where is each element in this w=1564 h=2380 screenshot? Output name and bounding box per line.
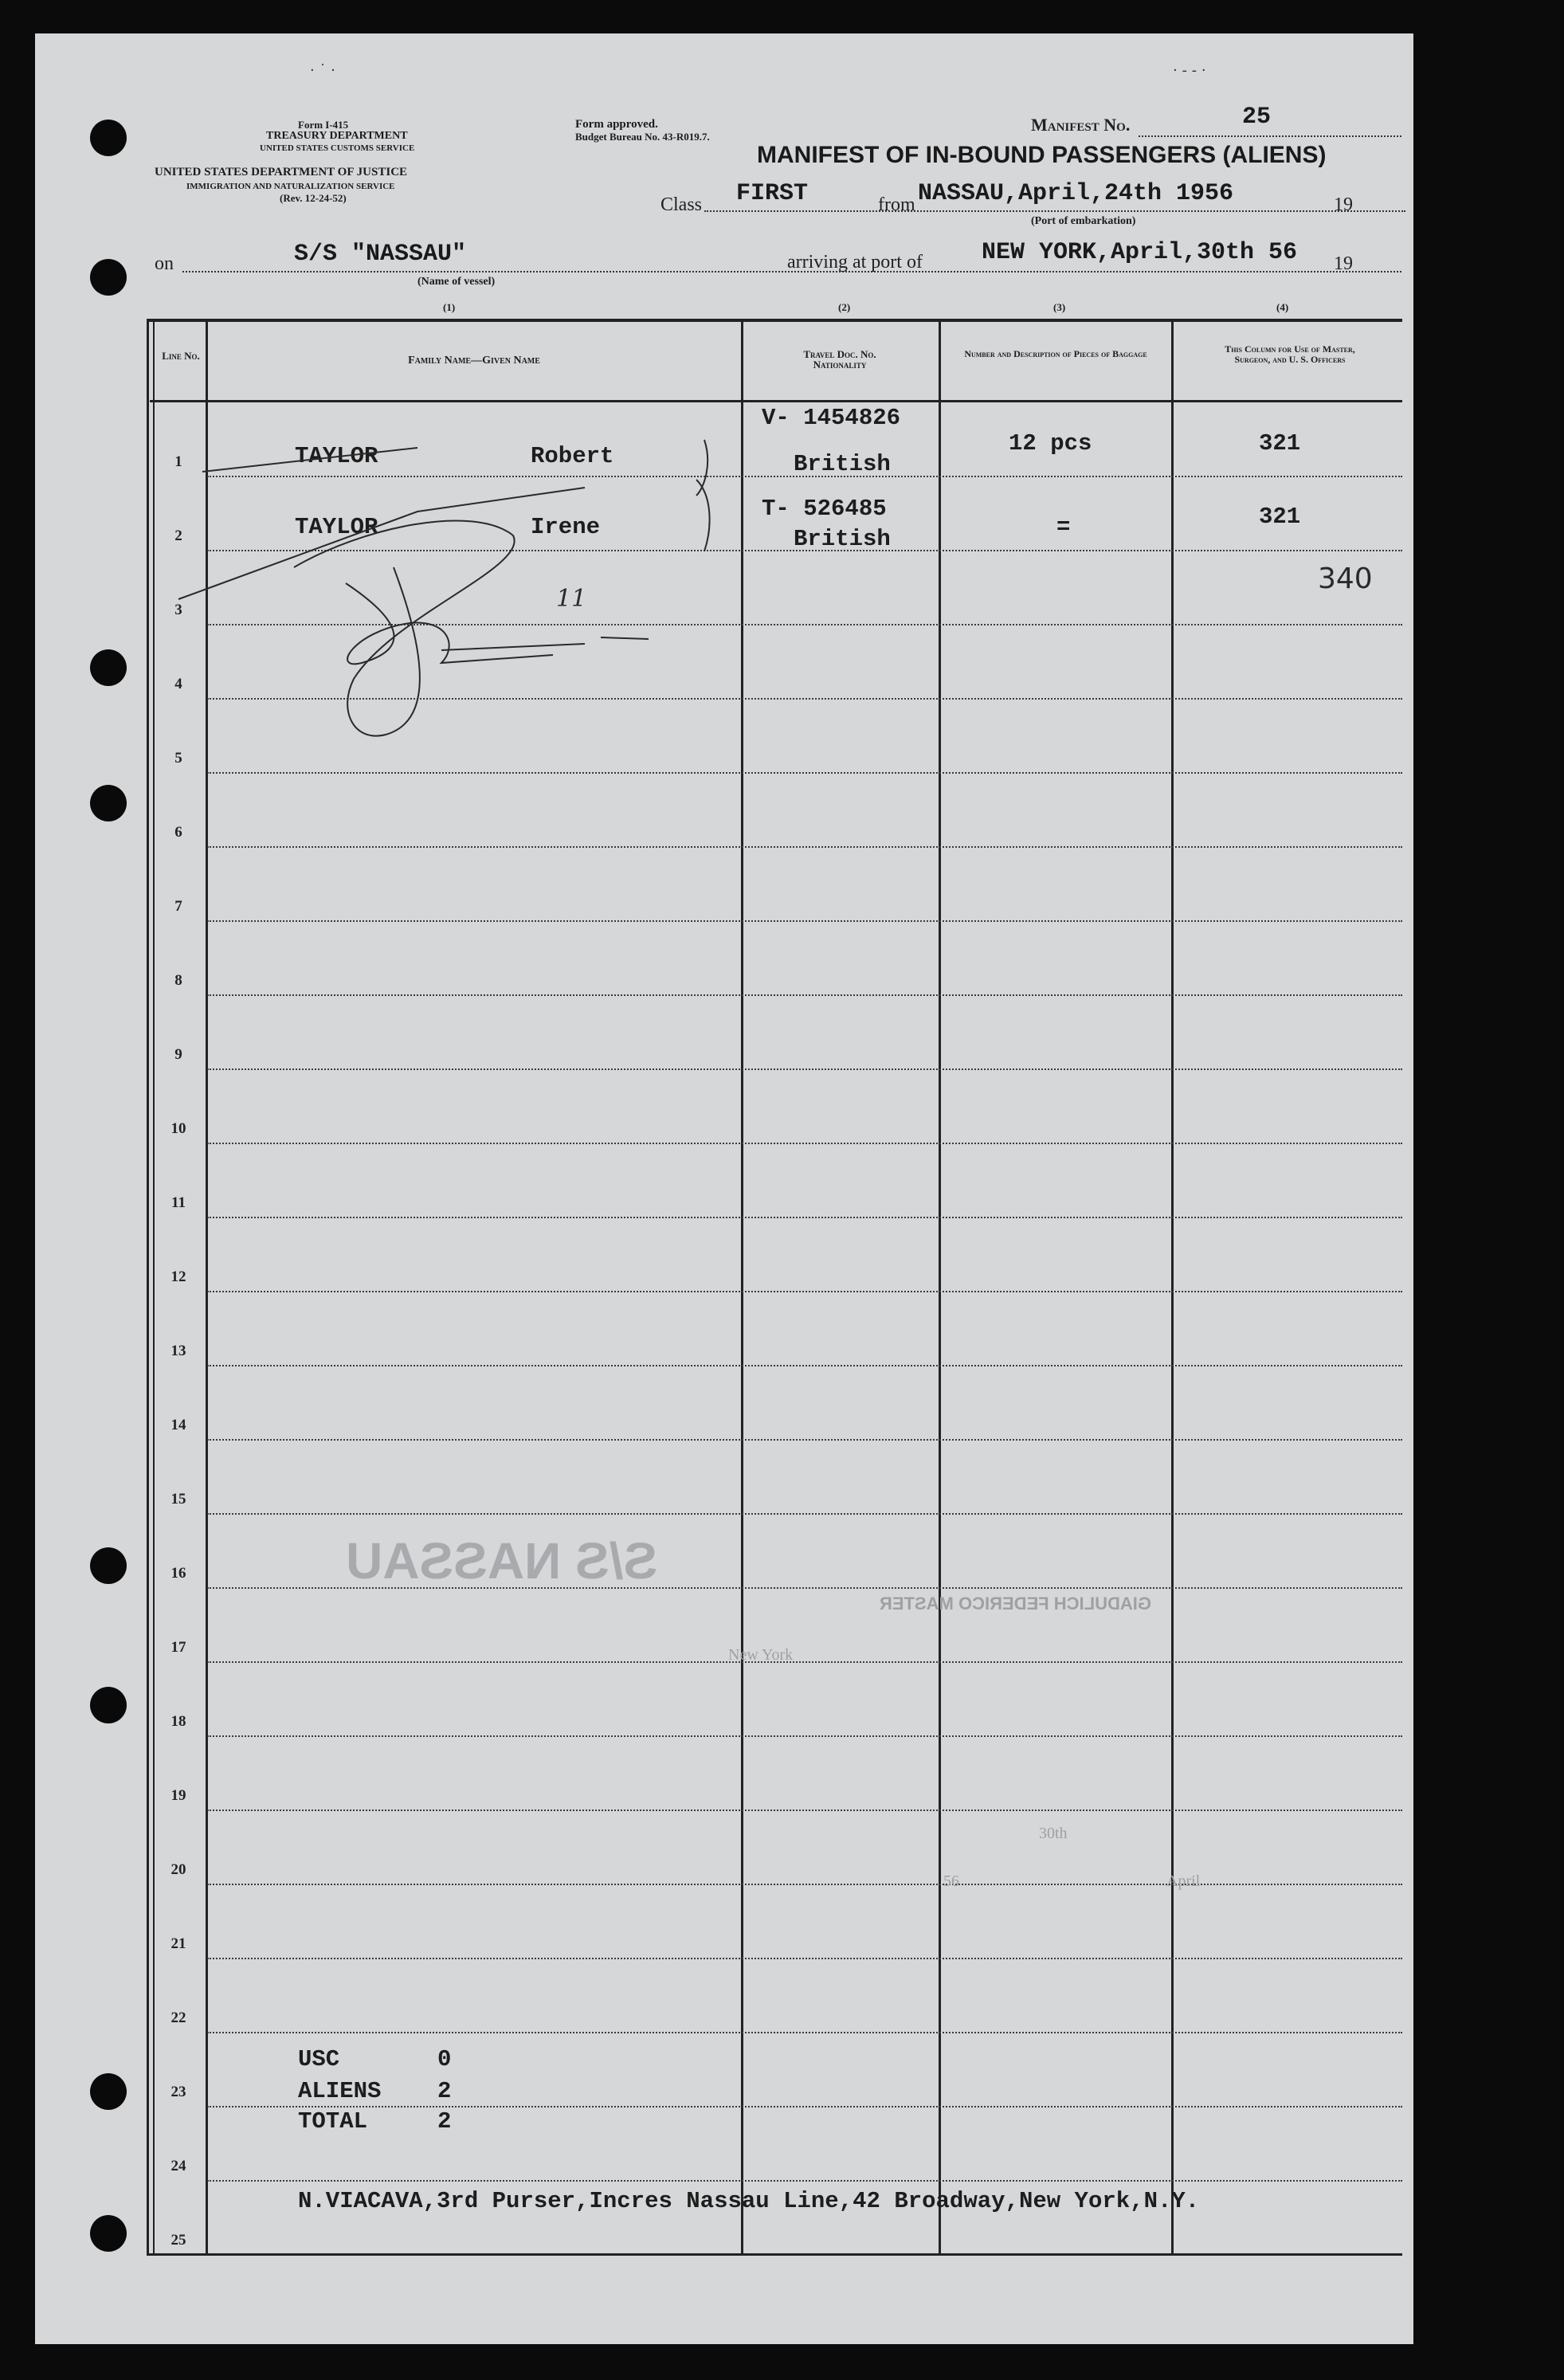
row-divider: [207, 2106, 1402, 2107]
bleed-through-month: April: [1166, 1872, 1201, 1890]
row-divider: [207, 1810, 1402, 1811]
row-divider: [207, 1958, 1402, 1959]
on-label: on: [155, 253, 174, 274]
line-number: 14: [171, 1417, 186, 1433]
from-value: NASSAU,April,24th 1956: [918, 180, 1234, 207]
manifest-page: Form I-415 TREASURY DEPARTMENT UNITED STATES CUSTOMS SERVICE UNITED STATES DEPARTMENT OF JUSTICE IMMIGRATION AND NATURALIZATION SERVICE (Rev. 12-24-52) Form approved. Budget Bureau No. 43-R019.7. Manifest No. 25 MANIFEST OF IN-BOUND PASSENGERS (ALIENS) Class FIRST from NASSAU,April,24th 1956 19 (Port of embarkation) on S/S "NASSAU" (Name of vessel) arriving at port of NEW YORK,April,30th 56 19 (1) (2) (3) (4) Line No. Family Name—Given Name Travel Doc. No. Nationality Number and Description of Pieces of Baggage This Column for Use of Master, Surgeon, and U. S. Officers 1 2 3 4 5 6 7 8 9 10 11 12 13 14 15 16 17 18 19 20 21 22 23 24 25 TAYLOR Robert V- 1454826 British 12 pcs 321 TAYLOR Irene T- 526485 British = 321 340 11 S/S NASSAU GIADULICH FEDERICO MASTER New York 30th April 56 USC 0 ALIENS 2 TOTAL 2 N.VIACAVA,3rd Purser,Incres Nassau Line,42 Broadway,New York,N.Y. · ˙ · · - - ·: [35, 33, 1413, 2344]
punch-hole: [90, 1547, 127, 1584]
row-divider: [207, 1365, 1402, 1366]
passenger-2-nationality: British: [794, 526, 891, 552]
punch-hole: [90, 259, 127, 296]
arriving-label: arriving at port of: [787, 252, 923, 273]
customs-service: UNITED STATES CUSTOMS SERVICE: [260, 143, 415, 153]
line-number: 12: [171, 1268, 186, 1285]
line-number: 11: [171, 1194, 186, 1211]
purser-signature-line: N.VIACAVA,3rd Purser,Incres Nassau Line,42 Broadway,New York,N.Y.: [298, 2188, 1200, 2214]
table-bottom-border: [147, 2253, 1402, 2256]
bleed-through-city: New York: [728, 1646, 794, 1664]
punch-hole: [90, 120, 127, 156]
line-number: 4: [174, 676, 182, 692]
col-header-line-no: Line No.: [162, 350, 200, 362]
line-number: 3: [174, 602, 182, 618]
col-num-1: (1): [443, 301, 456, 313]
line-number: 8: [174, 972, 182, 989]
line-number: 13: [171, 1343, 186, 1359]
row-divider: [207, 1068, 1402, 1070]
line-number: 23: [171, 2084, 186, 2100]
line-number: 2: [174, 527, 182, 544]
row-divider: [207, 2032, 1402, 2033]
line-number: 20: [171, 1861, 186, 1878]
passenger-2-officer: 321: [1259, 504, 1301, 530]
dept-justice: UNITED STATES DEPARTMENT OF JUSTICE: [155, 166, 408, 178]
header-bottom-border: [150, 400, 1402, 402]
manifest-number: 25: [1242, 104, 1272, 131]
col-divider-3: [939, 319, 941, 2256]
ins-label: IMMIGRATION AND NATURALIZATION SERVICE: [186, 182, 395, 191]
line-number: 6: [174, 824, 182, 841]
row-divider: [207, 1291, 1402, 1292]
line-number: 18: [171, 1713, 186, 1730]
passenger-2-doc: T- 526485: [762, 496, 887, 522]
aliens-count: 2: [437, 2078, 452, 2104]
handwritten-number: 340: [1318, 563, 1373, 595]
col-num-4: (4): [1276, 301, 1289, 313]
bleed-through-day: 30th: [1039, 1825, 1068, 1842]
port-embarkation-caption: (Port of embarkation): [1031, 215, 1136, 227]
punch-hole: [90, 2073, 127, 2110]
form-approved: Form approved.: [575, 118, 658, 131]
row-divider: [207, 920, 1402, 922]
line-number: 1: [174, 453, 182, 470]
row-divider: [207, 1439, 1402, 1441]
col-divider-4: [1171, 319, 1174, 2256]
row-divider: [207, 1884, 1402, 1885]
passenger-2-baggage: =: [1056, 514, 1071, 540]
passenger-1-nationality: British: [794, 451, 891, 477]
line-number: 24: [171, 2158, 186, 2174]
passenger-1-doc: V- 1454826: [762, 405, 901, 431]
aliens-label: ALIENS: [298, 2078, 382, 2104]
arriving-value: NEW YORK,April,30th 56: [982, 239, 1298, 266]
vessel-name: S/S "NASSAU": [294, 241, 467, 268]
passenger-1-given: Robert: [531, 443, 614, 469]
usc-label: USC: [298, 2046, 340, 2072]
passenger-2-given: Irene: [531, 514, 601, 540]
line-number: 21: [171, 1935, 186, 1952]
bleed-through-year: 56: [943, 1872, 959, 1890]
usc-count: 0: [437, 2046, 452, 2072]
line-number: 5: [174, 750, 182, 767]
treasury-dept: TREASURY DEPARTMENT: [266, 130, 408, 142]
col-header-baggage: Number and Description of Pieces of Baggage: [964, 348, 1147, 359]
line-number: 10: [171, 1120, 186, 1137]
passenger-1-officer: 321: [1259, 430, 1301, 457]
bleed-through-master: GIADULICH FEDERICO MASTER: [880, 1594, 1151, 1613]
col-header-officers: This Column for Use of Master, Surgeon, and U. S. Officers: [1225, 343, 1355, 365]
row-divider: [207, 1735, 1402, 1737]
manifest-no-label: Manifest No.: [1031, 115, 1131, 135]
row-divider: [207, 1143, 1402, 1144]
line-number: 25: [171, 2232, 186, 2249]
revision: (Rev. 12-24-52): [280, 192, 347, 204]
row-divider: [207, 2180, 1402, 2182]
line-number: 7: [174, 898, 182, 915]
punch-hole: [90, 649, 127, 686]
line-number: 17: [171, 1639, 186, 1656]
year-suffix-2: 19: [1334, 253, 1353, 274]
col-num-2: (2): [838, 301, 851, 313]
handwritten-mark: 11: [556, 585, 587, 613]
budget-bureau: Budget Bureau No. 43-R019.7.: [575, 131, 710, 143]
class-label: Class: [660, 194, 703, 215]
punch-hole: [90, 2215, 127, 2252]
col-num-3: (3): [1053, 301, 1066, 313]
row-divider: [207, 1513, 1402, 1515]
row-divider: [207, 1661, 1402, 1663]
form-number: Form I-415: [298, 119, 349, 131]
table-top-border: [147, 319, 1402, 322]
punch-hole: [90, 1687, 127, 1723]
class-value: FIRST: [736, 180, 809, 207]
line-number: 9: [174, 1046, 182, 1063]
passenger-2-family: TAYLOR: [295, 514, 378, 540]
mirrored-vessel-stamp: S/S NASSAU: [346, 1532, 658, 1590]
handwritten-strike-signature: [155, 408, 776, 782]
total-label: TOTAL: [298, 2108, 368, 2135]
row-divider: [207, 1217, 1402, 1218]
passenger-1-baggage: 12 pcs: [1009, 430, 1092, 457]
row-divider: [207, 994, 1402, 996]
punch-hole: [90, 785, 127, 821]
total-count: 2: [437, 2108, 452, 2135]
col-header-travel-doc: Travel Doc. No. Nationality: [803, 348, 876, 371]
line-number: 16: [171, 1565, 186, 1582]
line-number: 22: [171, 2009, 186, 2026]
passenger-1-family: TAYLOR: [295, 443, 378, 469]
line-number: 19: [171, 1787, 186, 1804]
document-title: MANIFEST OF IN-BOUND PASSENGERS (ALIENS): [757, 142, 1327, 168]
table-left-border: [147, 319, 149, 2256]
from-label: from: [878, 194, 915, 215]
year-suffix: 19: [1334, 194, 1353, 215]
row-divider: [207, 846, 1402, 848]
col-header-name: Family Name—Given Name: [408, 355, 540, 367]
line-number: 15: [171, 1491, 186, 1508]
vessel-caption: (Name of vessel): [417, 276, 496, 288]
